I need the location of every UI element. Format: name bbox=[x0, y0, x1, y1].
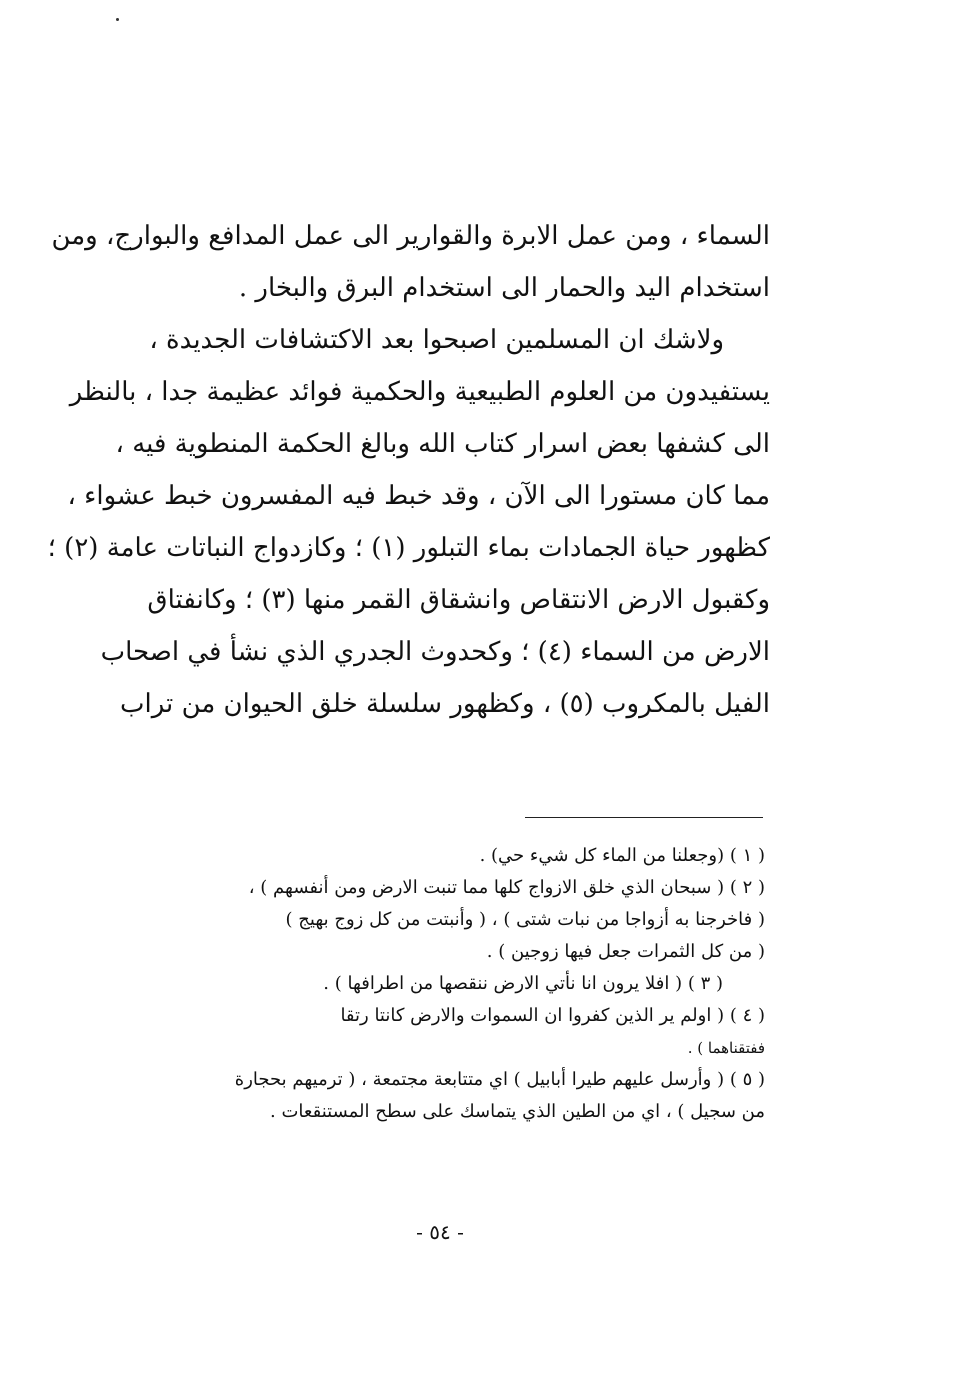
main-text-line: ولاشك ان المسلمين اصبحوا بعد الاكتشافات الجديدة ، bbox=[149, 325, 724, 355]
footnotes-block bbox=[150, 840, 765, 1128]
footnote-line: ففتقناهما ) . bbox=[687, 1039, 765, 1057]
footnote-separator bbox=[525, 817, 763, 818]
main-text-line: وكقبول الارض الانتقاص وانشقاق القمر منها (٣) ؛ وكانفتاق bbox=[147, 585, 770, 615]
main-text-line: السماء ، ومن عمل الابرة والقوارير الى عمل المدافع والبوارج، ومن bbox=[51, 221, 770, 251]
footnote-line: ( ٥ ) ( وأرسل عليهم طيرا أبابيل ) اي متتابعة مجتمعة ، ( ترميهم بحجارة bbox=[234, 1069, 765, 1090]
main-text-line: الارض من السماء (٤) ؛ وكحدوث الجدري الذي نشأ في اصحاب bbox=[100, 637, 770, 667]
footnote-line: ( ٤ ) ( اولم ير الذين كفروا ان السموات والارض كانتا رتقا bbox=[340, 1005, 765, 1026]
footnote-line: ( من كل الثمرات جعل فيها زوجين ) . bbox=[486, 941, 765, 962]
main-text-line: استخدام اليد والحمار الى استخدام البرق والبخار . bbox=[238, 273, 770, 303]
footnote-line: من سجيل ) ، اي من الطين الذي يتماسك على سطح المستنقعات . bbox=[270, 1101, 765, 1122]
footnote-line: ( فاخرجنا به أزواجا من نبات شتى ) ، ( وأنبتت من كل زوج بهيج ) bbox=[285, 909, 765, 930]
main-text-block bbox=[47, 210, 770, 730]
main-text-line: الفيل بالمكروب (٥) ، وكظهور سلسلة خلق الحيوان من تراب bbox=[120, 689, 770, 719]
footnote-line: ( ١ ) (وجعلنا من الماء كل شيء حي) . bbox=[479, 845, 765, 866]
footnote-line: ( ٢ ) ( سبحان الذي خلق الازواج كلها مما تنبت الارض ومن أنفسهم ) ، bbox=[248, 877, 765, 898]
page-number: - ٥٤ - bbox=[416, 1220, 464, 1244]
main-text-line: كظهور حياة الجمادات بماء التبلور (١) ؛ وكازدواج النباتات عامة (٢) ؛ bbox=[47, 533, 770, 563]
scan-speck bbox=[116, 18, 119, 21]
footnote-line: ( ٣ ) ( افلا يرون انا نأتي الارض ننقصها من اطرافها ) . bbox=[323, 973, 723, 994]
main-text-line: يستفيدون من العلوم الطبيعية والحكمية فوائد عظيمة جدا ، بالنظر bbox=[69, 377, 770, 407]
main-text-line: الى كشفها بعض اسرار كتاب الله وبالغ الحكمة المنطوية فيه ، bbox=[115, 429, 770, 459]
main-text-line: مما كان مستورا الى الآن ، وقد خبط فيه المفسرون خبط عشواء ، bbox=[67, 481, 770, 511]
